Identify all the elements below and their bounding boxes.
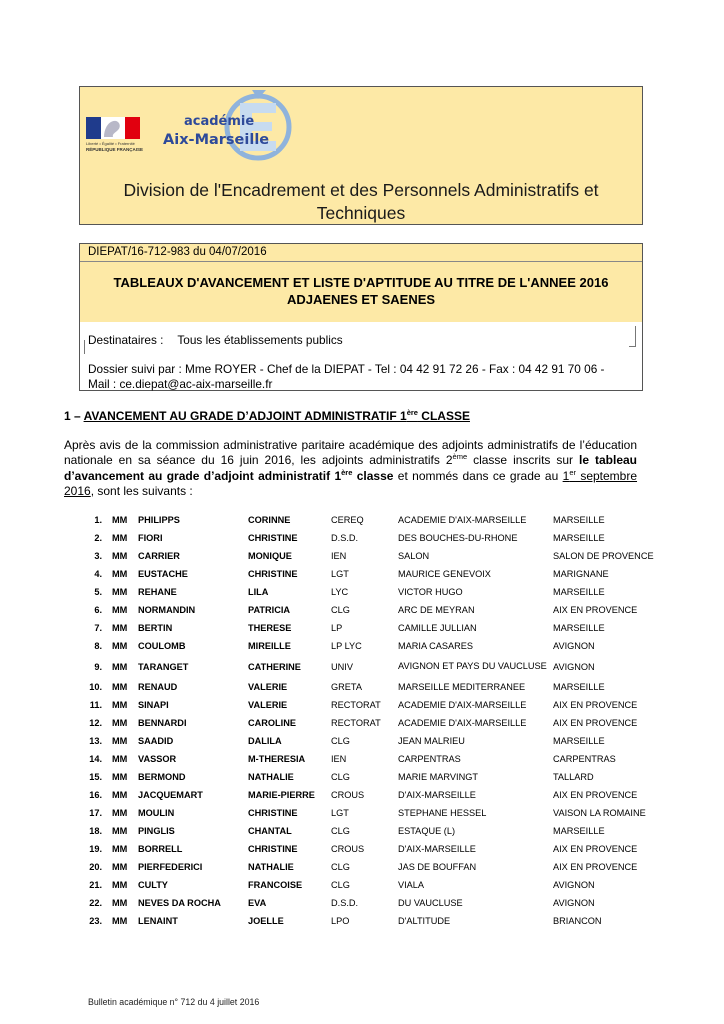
cell-ville: MARIGNANE <box>553 569 609 579</box>
cell-civ: MM <box>112 718 128 728</box>
cell-prenom: CHANTAL <box>248 826 292 836</box>
division-title-line1: Division de l'Encadrement et des Personnels Administratifs et <box>123 180 599 200</box>
cell-type: LP <box>331 623 343 633</box>
table-row <box>0 768 724 786</box>
cell-type: CLG <box>331 605 350 615</box>
table-row <box>0 547 724 565</box>
cell-prenom: MARIE-PIERRE <box>248 790 315 800</box>
cell-prenom: CHRISTINE <box>248 844 298 854</box>
table-row <box>0 655 724 678</box>
cell-ville: MARSEILLE <box>553 533 605 543</box>
cell-etab: ACADEMIE D'AIX-MARSEILLE <box>398 717 527 728</box>
cell-nom: PINGLIS <box>138 826 175 836</box>
cell-ville: TALLARD <box>553 772 594 782</box>
cell-nom: NEVES DA ROCHA <box>138 898 221 908</box>
cell-ville: AIX EN PROVENCE <box>553 700 638 710</box>
intro-paragraph <box>64 438 637 500</box>
table-row <box>0 529 724 547</box>
cell-type: CLG <box>331 880 350 890</box>
destinataires <box>88 333 343 348</box>
diepat-reference: DIEPAT/16-712-983 du 04/07/2016 <box>80 244 642 262</box>
academie-logo <box>80 87 300 171</box>
cell-civ: MM <box>112 661 128 672</box>
cell-prenom: MIREILLE <box>248 641 291 651</box>
division-header <box>79 86 643 225</box>
cell-etab: MAURICE GENEVOIX <box>398 568 491 579</box>
cell-num: 16. <box>89 790 102 800</box>
section-title-b: CLASSE <box>417 409 470 423</box>
table-row <box>0 912 724 930</box>
division-title-line2: Techniques <box>316 203 406 223</box>
cell-type: LPO <box>331 916 350 926</box>
section-title-a: AVANCEMENT AU GRADE D’ADJOINT ADMINISTRATIF 1 <box>83 409 407 423</box>
cell-nom: CARRIER <box>138 551 180 561</box>
cell-type: D.S.D. <box>331 533 359 543</box>
cell-civ: MM <box>112 641 128 651</box>
cell-num: 5. <box>94 587 102 597</box>
cell-num: 21. <box>89 880 102 890</box>
cell-civ: MM <box>112 862 128 872</box>
cell-num: 13. <box>89 736 102 746</box>
cell-civ: MM <box>112 736 128 746</box>
table-row <box>0 601 724 619</box>
para-date: 1 <box>562 468 570 483</box>
cell-ville: MARSEILLE <box>553 682 605 692</box>
cell-etab: VICTOR HUGO <box>398 586 463 597</box>
cell-num: 10. <box>89 682 102 692</box>
cell-prenom: LILA <box>248 587 269 597</box>
diepat-box <box>79 243 643 391</box>
cell-nom: EUSTACHE <box>138 569 188 579</box>
cell-ville: AVIGNON <box>553 641 595 651</box>
cell-type: CROUS <box>331 844 365 854</box>
cell-num: 11. <box>89 700 102 710</box>
cell-ville: AIX EN PROVENCE <box>553 790 638 800</box>
cell-num: 4. <box>94 569 102 579</box>
cell-civ: MM <box>112 569 128 579</box>
cell-type: GRETA <box>331 682 362 692</box>
cell-prenom: M-THERESIA <box>248 754 306 764</box>
table-row <box>0 696 724 714</box>
cell-num: 22. <box>89 898 102 908</box>
logo-line2: Aix-Marseille <box>163 132 270 148</box>
table-row <box>0 858 724 876</box>
table-row <box>0 786 724 804</box>
cell-ville: VAISON LA ROMAINE <box>553 808 646 818</box>
cell-type: RECTORAT <box>331 718 381 728</box>
cell-etab: D'AIX-MARSEILLE <box>398 789 476 800</box>
cell-ville: AIX EN PROVENCE <box>553 605 638 615</box>
cell-ville: AIX EN PROVENCE <box>553 718 638 728</box>
para-bold: le tableau d’avancement au grade d’adjoint administratif 1 <box>64 453 638 483</box>
cell-prenom: FRANCOISE <box>248 880 303 890</box>
section-number: 1 – <box>64 409 81 423</box>
table-row <box>0 732 724 750</box>
cell-ville: MARSEILLE <box>553 587 605 597</box>
dossier-mail: Mail : ce.diepat@ac-aix-marseille.fr <box>88 377 273 391</box>
cell-civ: MM <box>112 754 128 764</box>
corner-mark <box>629 326 636 347</box>
cell-type: CEREQ <box>331 515 364 525</box>
cell-etab: SALON <box>398 550 430 561</box>
cell-nom: COULOMB <box>138 641 186 651</box>
table-row <box>0 876 724 894</box>
cell-prenom: CHRISTINE <box>248 569 298 579</box>
para-part: Après avis de la commission administrative paritaire académique des adjoints administratifs de l’éducation nationale en sa séance du 16 juin 2016, les adjoints administratifs 2 <box>64 438 637 468</box>
para-part: classe inscrits sur <box>467 453 580 468</box>
logo-line1: académie <box>184 114 255 129</box>
cell-num: 23. <box>89 916 102 926</box>
cell-etab: STEPHANE HESSEL <box>398 807 487 818</box>
table-row <box>0 714 724 732</box>
cell-type: RECTORAT <box>331 700 381 710</box>
para-sup: ème <box>452 452 468 462</box>
cell-ville: AIX EN PROVENCE <box>553 862 638 872</box>
cell-type: CLG <box>331 772 350 782</box>
cell-nom: LENAINT <box>138 916 178 926</box>
cell-num: 19. <box>89 844 102 854</box>
cell-nom: PIERFEDERICI <box>138 862 203 872</box>
cell-prenom: VALERIE <box>248 682 288 692</box>
cell-nom: MOULIN <box>138 808 175 818</box>
diepat-title-band <box>80 262 642 322</box>
cell-civ: MM <box>112 844 128 854</box>
cell-etab: JEAN MALRIEU <box>398 735 465 746</box>
cell-type: IEN <box>331 551 347 561</box>
dossier-line1: Dossier suivi par : Mme ROYER - Chef de la DIEPAT - Tel : 04 42 91 72 26 - Fax : 04 42 91 70 06 - <box>88 362 605 376</box>
cell-prenom: CORINNE <box>248 515 291 525</box>
cell-etab: DU VAUCLUSE <box>398 897 463 908</box>
cell-etab: DES BOUCHES-DU-RHONE <box>398 532 518 543</box>
cell-etab: D'ALTITUDE <box>398 915 451 926</box>
cell-civ: MM <box>112 515 128 525</box>
cell-prenom: CATHERINE <box>248 661 301 672</box>
cell-nom: TARANGET <box>138 661 189 672</box>
cell-civ: MM <box>112 587 128 597</box>
cell-type: D.S.D. <box>331 898 359 908</box>
cell-prenom: PATRICIA <box>248 605 291 615</box>
cell-type: LYC <box>331 587 349 597</box>
footer: Bulletin académique n° 712 du 4 juillet 2016 <box>88 997 260 1007</box>
cell-ville: CARPENTRAS <box>553 754 616 764</box>
cell-civ: MM <box>112 826 128 836</box>
cell-num: 9. <box>94 661 102 672</box>
cell-type: IEN <box>331 754 347 764</box>
cell-nom: REHANE <box>138 587 177 597</box>
cell-etab: CAMILLE JULLIAN <box>398 622 477 633</box>
cell-civ: MM <box>112 880 128 890</box>
cell-etab: ARC DE MEYRAN <box>398 604 475 615</box>
cell-num: 12. <box>89 718 102 728</box>
cell-civ: MM <box>112 682 128 692</box>
cell-num: 8. <box>94 641 102 651</box>
cell-num: 6. <box>94 605 102 615</box>
cell-nom: CULTY <box>138 880 168 890</box>
cell-nom: JACQUEMART <box>138 790 203 800</box>
cell-num: 14. <box>89 754 102 764</box>
para-date: septembre 2016 <box>64 468 638 499</box>
cell-type: CLG <box>331 736 350 746</box>
cell-ville: AVIGNON <box>553 898 595 908</box>
rf-motto: Liberté • Égalité • Fraternité <box>86 141 135 146</box>
cell-civ: MM <box>112 772 128 782</box>
cell-prenom: NATHALIE <box>248 862 294 872</box>
cell-civ: MM <box>112 533 128 543</box>
para-part: , sont les suivants : <box>90 484 193 499</box>
cell-prenom: DALILA <box>248 736 282 746</box>
cell-etab: ACADEMIE D'AIX-MARSEILLE <box>398 699 527 710</box>
cell-nom: RENAUD <box>138 682 178 692</box>
cell-civ: MM <box>112 700 128 710</box>
cell-num: 15. <box>89 772 102 782</box>
cell-type: LGT <box>331 569 349 579</box>
cell-nom: PHILIPPS <box>138 515 180 525</box>
cell-nom: NORMANDIN <box>138 605 196 615</box>
corner-mark-left <box>84 340 85 354</box>
cell-type: LGT <box>331 808 349 818</box>
cell-prenom: CHRISTINE <box>248 808 298 818</box>
cell-ville: SALON DE PROVENCE <box>553 551 654 561</box>
cell-nom: BENNARDI <box>138 718 187 728</box>
flag-red <box>125 117 140 139</box>
para-sup: ère <box>341 467 353 477</box>
cell-civ: MM <box>112 916 128 926</box>
table-row <box>0 565 724 583</box>
table-row <box>0 840 724 858</box>
table-row <box>0 804 724 822</box>
cell-prenom: JOELLE <box>248 916 284 926</box>
cell-civ: MM <box>112 790 128 800</box>
cell-civ: MM <box>112 808 128 818</box>
logo-graphic <box>80 87 300 171</box>
cell-etab: MARIA CASARES <box>398 640 474 651</box>
table-row <box>0 678 724 696</box>
table-row <box>0 822 724 840</box>
cell-prenom: MONIQUE <box>248 551 292 561</box>
cell-prenom: VALERIE <box>248 700 288 710</box>
cell-nom: SAADID <box>138 736 174 746</box>
cell-ville: AVIGNON <box>553 880 595 890</box>
cell-nom: BERMOND <box>138 772 186 782</box>
flag-blue <box>86 117 101 139</box>
table-row <box>0 750 724 768</box>
cell-type: LP LYC <box>331 641 362 651</box>
cell-ville: MARSEILLE <box>553 515 605 525</box>
section-title <box>84 409 470 423</box>
diepat-title: TABLEAUX D'AVANCEMENT ET LISTE D'APTITUDE AU TITRE DE L'ANNEE 2016 ADJAENES ET SAENES <box>113 275 609 307</box>
cell-prenom: CAROLINE <box>248 718 296 728</box>
section-heading <box>64 409 470 423</box>
cell-ville: BRIANCON <box>553 916 602 926</box>
division-title <box>88 179 634 225</box>
cell-type: CROUS <box>331 790 365 800</box>
cell-prenom: THERESE <box>248 623 292 633</box>
cell-nom: FIORI <box>138 533 163 543</box>
cell-prenom: EVA <box>248 898 267 908</box>
table-row <box>0 511 724 529</box>
cell-ville: AIX EN PROVENCE <box>553 844 638 854</box>
cell-etab: MARSEILLE MEDITERRANEE <box>398 681 526 692</box>
cell-ville: MARSEILLE <box>553 826 605 836</box>
cell-num: 18. <box>89 826 102 836</box>
cell-nom: VASSOR <box>138 754 177 764</box>
cell-num: 2. <box>94 533 102 543</box>
cell-nom: SINAPI <box>138 700 169 710</box>
cell-civ: MM <box>112 623 128 633</box>
cell-etab: D'AIX-MARSEILLE <box>398 843 476 854</box>
cell-type: UNIV <box>331 661 353 672</box>
cell-num: 1. <box>94 515 102 525</box>
cell-num: 20. <box>89 862 102 872</box>
table-row <box>0 637 724 655</box>
cell-prenom: NATHALIE <box>248 772 294 782</box>
cell-civ: MM <box>112 605 128 615</box>
cell-ville: AVIGNON <box>553 661 595 672</box>
cell-ville: MARSEILLE <box>553 623 605 633</box>
para-part: et nommés dans ce grade au <box>393 468 563 483</box>
cell-civ: MM <box>112 551 128 561</box>
rf-name: RÉPUBLIQUE FRANÇAISE <box>86 147 144 152</box>
cell-num: 17. <box>89 808 102 818</box>
para-sup: er <box>569 467 576 477</box>
cell-type: CLG <box>331 826 350 836</box>
cell-etab: ACADEMIE D'AIX-MARSEILLE <box>398 514 527 525</box>
cell-num: 7. <box>94 623 102 633</box>
cell-nom: BORRELL <box>138 844 183 854</box>
cell-civ: MM <box>112 898 128 908</box>
cell-num: 3. <box>94 551 102 561</box>
cell-etab: VIALA <box>398 879 425 890</box>
cell-type: CLG <box>331 862 350 872</box>
table-row <box>0 619 724 637</box>
cell-etab: MARIE MARVINGT <box>398 771 478 782</box>
cell-prenom: CHRISTINE <box>248 533 298 543</box>
section-title-sup: ère <box>406 408 418 417</box>
destinataires-label: Destinataires : <box>88 333 164 347</box>
cell-etab: ESTAQUE (L) <box>398 825 456 836</box>
cell-nom: BERTIN <box>138 623 173 633</box>
table-row <box>0 583 724 601</box>
cell-etab: AVIGNON ET PAYS DU VAUCLUSE <box>398 661 547 672</box>
table-row <box>0 894 724 912</box>
destinataires-value: Tous les établissements publics <box>177 333 343 347</box>
cell-etab: JAS DE BOUFFAN <box>398 861 477 872</box>
cell-ville: MARSEILLE <box>553 736 605 746</box>
para-bold: classe <box>352 468 394 483</box>
cell-etab: CARPENTRAS <box>398 753 461 764</box>
